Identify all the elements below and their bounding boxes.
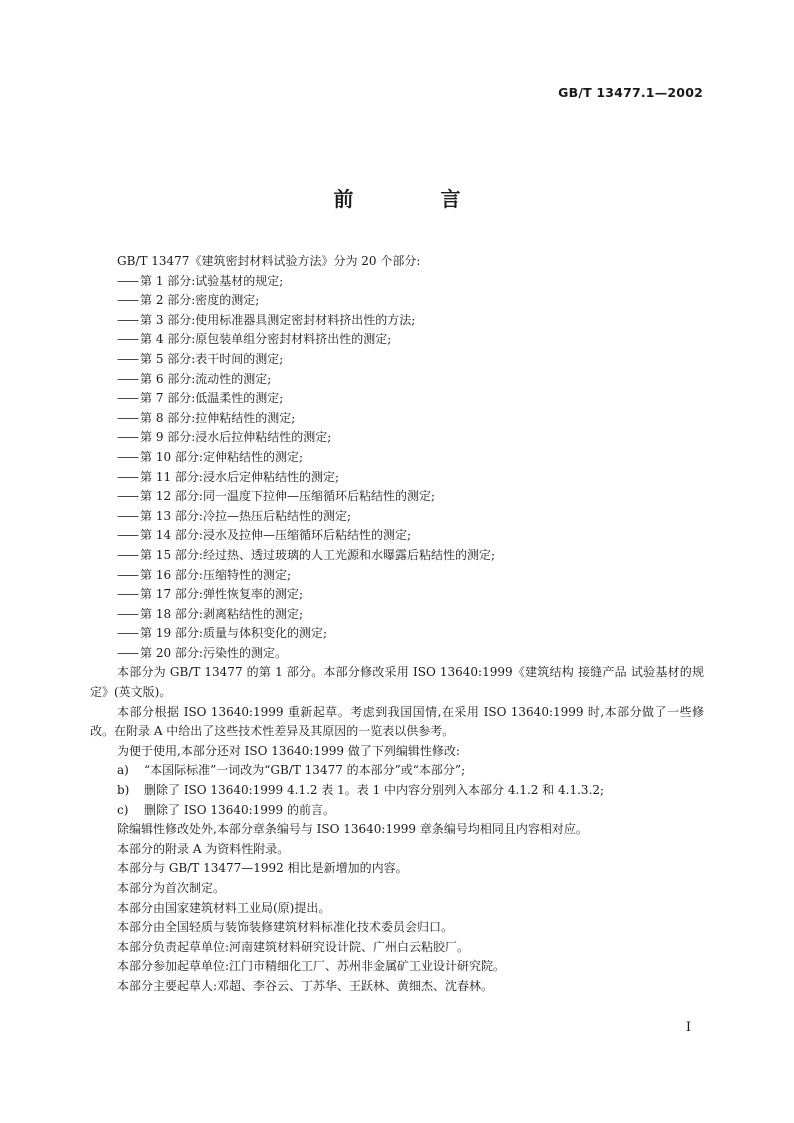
list-item: —— 第 14 部分:浸水及拉伸—压缩循环后粘结性的测定;: [90, 526, 704, 546]
parts-list: [90, 272, 704, 664]
dash-marker: ——: [117, 528, 137, 543]
list-item: —— 第 10 部分:定伸粘结性的测定;: [90, 448, 704, 468]
list-item: —— 第 18 部分:剥离粘结性的测定;: [90, 605, 704, 625]
dash-marker: ——: [117, 273, 137, 288]
closing-paragraph: 本部分的附录 A 为资料性附录。: [117, 841, 290, 856]
list-item: —— 第 16 部分:压缩特性的测定;: [90, 566, 704, 586]
list-item: —— 第 4 部分:原包装单组分密封材料挤出性的测定;: [90, 330, 704, 350]
dash-marker: ——: [117, 606, 137, 621]
dash-marker: ——: [117, 489, 137, 504]
dash-marker: ——: [117, 567, 137, 582]
dash-marker: ——: [117, 508, 137, 523]
list-item: —— 第 11 部分:浸水后定伸粘结性的测定;: [90, 468, 704, 488]
list-item: —— 第 2 部分:密度的测定;: [90, 291, 704, 311]
closing-paragraph: 本部分与 GB/T 13477—1992 相比是新增加的内容。: [117, 861, 408, 876]
page-number: I: [685, 1020, 691, 1035]
item-label: b): [117, 783, 130, 798]
list-item: c) 删除了 ISO 13640:1999 的前言。: [90, 801, 704, 821]
foreword-body: [90, 252, 704, 997]
dash-marker: ——: [117, 293, 137, 308]
list-item: —— 第 13 部分:冷拉—热压后粘结性的测定;: [90, 507, 704, 527]
redraft-paragraph: 本部分根据 ISO 13640:1999 重新起草。考虑到我国国情,在采用 ISO 13640:1999 时,本部分做了一些修改。在附录 A 中给出了这些技术性差异及其原因的一览表以供参考。: [90, 704, 704, 739]
list-item: —— 第 5 部分:表干时间的测定;: [90, 350, 704, 370]
dash-marker: ——: [117, 391, 137, 406]
list-item: —— 第 19 部分:质量与体积变化的测定;: [90, 624, 704, 644]
item-label: a): [117, 763, 129, 778]
dash-marker: ——: [117, 645, 137, 660]
list-item: —— 第 1 部分:试验基材的规定;: [90, 272, 704, 292]
intro-paragraph: GB/T 13477《建筑密封材料试验方法》分为 20 个部分:: [117, 254, 421, 268]
list-item: —— 第 20 部分:污染性的测定。: [90, 644, 704, 664]
page-title: 前 言: [333, 187, 501, 211]
closing-paragraph: 本部分负责起草单位:河南建筑材料研究设计院、广州白云粘胶厂。: [117, 939, 470, 954]
list-item: b) 删除了 ISO 13640:1999 4.1.2 表 1。表 1 中内容分别列入本部分 4.1.2 和 4.1.3.2;: [90, 781, 704, 801]
dash-marker: ——: [117, 626, 137, 641]
list-item: —— 第 8 部分:拉伸粘结性的测定;: [90, 409, 704, 429]
dash-marker: ——: [117, 449, 137, 464]
dash-marker: ——: [117, 371, 137, 386]
dash-marker: ——: [117, 547, 137, 562]
adoption-paragraph: 本部分为 GB/T 13477 的第 1 部分。本部分修改采用 ISO 13640:1999《建筑结构 接缝产品 试验基材的规定》(英文版)。: [90, 665, 704, 700]
standard-code: GB/T 13477.1—2002: [558, 85, 703, 100]
edits-list: [90, 761, 704, 820]
closing-paragraph: 本部分为首次制定。: [117, 881, 226, 895]
closing-paragraph: 本部分由全国轻质与装饰装修建筑材料标准化技术委员会归口。: [117, 920, 454, 935]
list-item: —— 第 7 部分:低温柔性的测定;: [90, 389, 704, 409]
closing-paragraph: 本部分主要起草人:邓超、李谷云、丁苏华、王跃林、黄细杰、沈春林。: [117, 978, 494, 993]
dash-marker: ——: [117, 587, 137, 602]
list-item: a) “本国际标准”一词改为“GB/T 13477 的本部分”或“本部分”;: [90, 761, 704, 781]
list-item: —— 第 15 部分:经过热、透过玻璃的人工光源和水曝露后粘结性的测定;: [90, 546, 704, 566]
dash-marker: ——: [117, 332, 137, 347]
list-item: —— 第 6 部分:流动性的测定;: [90, 370, 704, 390]
dash-marker: ——: [117, 312, 137, 327]
dash-marker: ——: [117, 351, 137, 366]
list-item: —— 第 12 部分:同一温度下拉伸—压缩循环后粘结性的测定;: [90, 487, 704, 507]
dash-marker: ——: [117, 469, 137, 484]
list-item: —— 第 9 部分:浸水后拉伸粘结性的测定;: [90, 428, 704, 448]
list-item: —— 第 3 部分:使用标准器具测定密封材料挤出性的方法;: [90, 311, 704, 331]
list-item: —— 第 17 部分:弹性恢复率的测定;: [90, 585, 704, 605]
dash-marker: ——: [117, 410, 137, 425]
closing-paragraph: 本部分由国家建筑材料工业局(原)提出。: [117, 900, 331, 915]
closing-paragraph: 除编辑性修改处外,本部分章条编号与 ISO 13640:1999 章条编号均相同且内容相对应。: [117, 822, 588, 837]
edit-intro-paragraph: 为便于使用,本部分还对 ISO 13640:1999 做了下列编辑性修改:: [117, 743, 460, 758]
item-label: c): [117, 802, 129, 817]
closing-paragraph: 本部分参加起草单位:江门市精细化工厂、苏州非金属矿工业设计研究院。: [117, 959, 506, 974]
dash-marker: ——: [117, 430, 137, 445]
